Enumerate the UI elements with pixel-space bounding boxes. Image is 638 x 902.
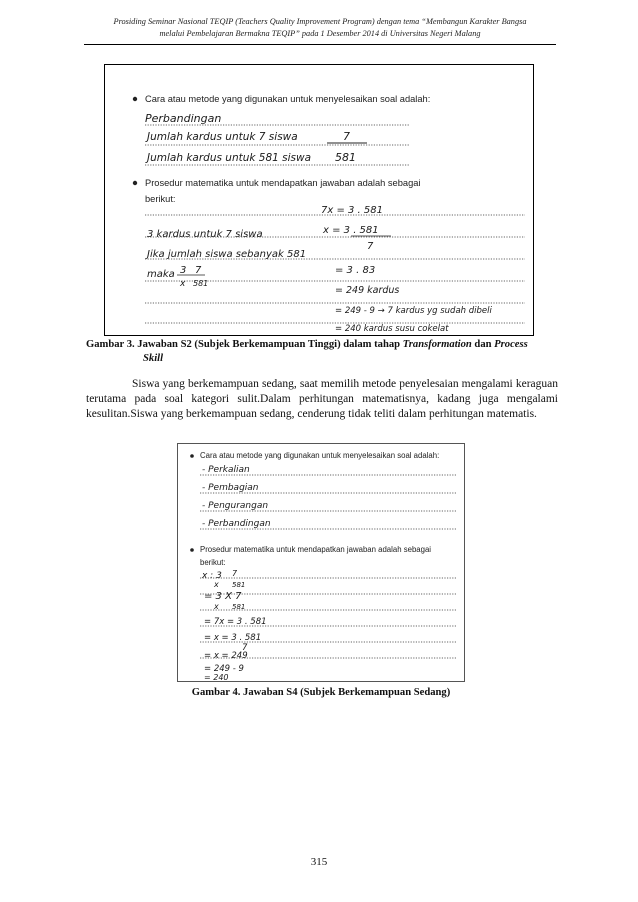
- page-number: 315: [310, 856, 328, 868]
- fig4-work-6: = 249 - 9: [204, 664, 244, 674]
- fig3-work-frac-top-1: 3: [180, 265, 187, 276]
- fig4-work-frac-top: 7: [232, 569, 238, 578]
- bullet-icon: [133, 97, 137, 101]
- caption-3-mid: dan: [471, 339, 495, 350]
- figure-4-caption: Gambar 4. Jawaban S4 (Subjek Berkemampuan Sedang): [191, 687, 451, 698]
- fig4-question-2-cont: berikut:: [200, 558, 226, 567]
- fig4-work-4: = x = 3 . 581: [204, 633, 262, 643]
- running-header-line-2: melalui Pembelajaran Bermakna TEQIP” pada 1 Desember 2014 di Universitas Negeri Malang: [159, 28, 481, 38]
- fig4-question-1: Cara atau metode yang digunakan untuk menyelesaikan soal adalah:: [200, 451, 440, 460]
- bullet-icon: [190, 454, 194, 458]
- figure-4-drawing: [178, 444, 464, 681]
- fig3-work-maka: maka: [147, 269, 175, 280]
- fig4-question-2: Prosedur matematika untuk mendapatkan jawaban adalah sebagai: [200, 545, 432, 554]
- fig3-right-work-1: 7x = 3 . 581: [321, 205, 384, 216]
- figure-4-scan: [177, 443, 465, 682]
- fig3-answer-line-3: Jumlah kardus untuk 581 siswa: [147, 152, 312, 164]
- fig4-work-4-denominator: 7: [242, 643, 248, 653]
- bullet-icon: [133, 181, 137, 185]
- fig4-work-2-bottom-1: x: [214, 602, 219, 611]
- fig3-work-frac-bottom-2: 581: [193, 279, 209, 288]
- fig3-work-frac-top-2: 7: [195, 265, 202, 276]
- figure-3-caption: [86, 338, 556, 366]
- fig4-work-3: = 7x = 3 . 581: [204, 617, 267, 627]
- caption-3-term-skill: Skill: [143, 353, 164, 364]
- header-rule: [84, 44, 556, 45]
- fig3-work-line-2: Jika jumlah siswa sebanyak 581: [147, 249, 307, 260]
- fig3-right-work-6: = 249 - 9 → 7 kardus yg sudah dibeli: [335, 306, 492, 316]
- fig3-question-1: Cara atau metode yang digunakan untuk menyelesaikan soal adalah:: [145, 94, 431, 104]
- fig3-right-work-5: = 249 kardus: [335, 285, 400, 296]
- fig3-question-2: Prosedur matematika untuk mendapatkan jawaban adalah sebagai: [145, 178, 421, 188]
- body-paragraph: Siswa yang berkemampuan sedang, saat memilih metode penyelesaian mengalami keraguan terutama pada soal kategori sulit.Dalam perhitungan matematisnya, kadang juga mengalami kesulitan.Siswa yang berkemampuan sedang, cenderung tidak teliti dalam perhitungan matematis.: [86, 378, 558, 420]
- fig3-question-2-cont: berikut:: [145, 194, 176, 204]
- fig3-right-work-4: = 3 . 83: [335, 265, 376, 276]
- fig3-answer-line-2: Jumlah kardus untuk 7 siswa: [147, 131, 298, 143]
- fig3-answer-value-581: 581: [335, 151, 356, 164]
- fig3-work-line-1: 3 kardus untuk 7 siswa: [147, 229, 263, 240]
- fig3-right-work-7: = 240 kardus susu cokelat: [335, 324, 449, 334]
- fig4-work-1: x : 3: [202, 571, 222, 581]
- fig4-work-2-bottom-2: 581: [232, 603, 246, 611]
- fig4-answer-3: - Pengurangan: [202, 501, 269, 511]
- caption-3-term-process: Process: [494, 339, 528, 350]
- fig4-work-5: = x = 249: [204, 651, 248, 661]
- fig4-answer-4: - Perbandingan: [202, 519, 271, 529]
- fig4-work-2: = 3 X 7: [204, 591, 242, 602]
- fig3-right-work-3: 7: [367, 241, 374, 252]
- fig3-answer-method: Perbandingan: [145, 112, 222, 125]
- running-header: [100, 16, 540, 39]
- caption-3-prefix: Gambar 3. Jawaban S2 (Subjek Berkemampuan Tinggi) dalam tahap: [86, 339, 403, 350]
- running-header-line-1: Prosiding Seminar Nasional TEQIP (Teachers Quality Improvement Program) dengan tema “Membangun Karakter Bangsa: [113, 17, 527, 26]
- bullet-icon: [190, 548, 194, 552]
- figure-3-drawing: [105, 65, 533, 335]
- fig4-answer-2: - Pembagian: [202, 483, 259, 493]
- fig3-right-work-2: x = 3 . 581: [323, 225, 379, 236]
- fig4-work-frac-bottom-2: 581: [232, 581, 246, 589]
- fig4-work-frac-bottom-1: x: [214, 580, 219, 589]
- fig3-work-frac-bottom-1: x: [180, 279, 186, 289]
- fig4-work-7: = 240: [204, 673, 229, 681]
- figure-3-scan: [104, 64, 534, 336]
- fig3-answer-value-7: 7: [343, 130, 350, 143]
- fig4-answer-1: - Perkalian: [202, 465, 250, 475]
- caption-3-term-transformation: Transformation: [402, 339, 472, 350]
